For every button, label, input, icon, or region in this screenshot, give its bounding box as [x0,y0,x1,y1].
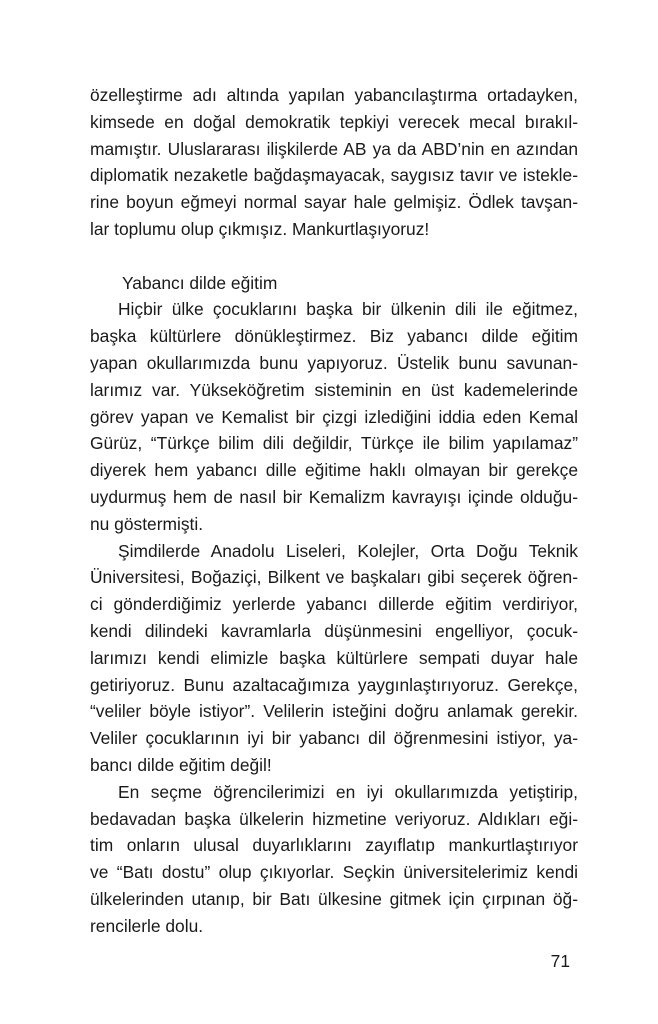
page-number: 71 [550,951,570,971]
text-line: diyerek hem yabancı dille eğitime haklı olmayan bir gerekçe [90,460,578,481]
text-line: Üniversitesi, Boğaziçi, Bilkent ve başkaları gibi seçerek öğren- [90,567,578,588]
text-line: larımız var. Yükseköğretim sisteminin en üst kademelerinde [90,379,578,400]
text-line: bancı dilde eğitim değil! [90,754,272,775]
text-line: özelleştirme adı altında yapılan yabancılaştırma ortadayken, [90,85,578,105]
paragraph-1 [90,296,578,537]
text-line: uydurmuş hem de nasıl bir Kemalizm kavrayışı içinde olduğu- [90,486,578,507]
text-line: kendi dilindeki kavramlarla düşünmesini engelliyor, çocuk- [90,620,578,641]
text-line: lar toplumu olup çıkmışız. Mankurtlaşıyoruz! [90,218,430,239]
text-line: Hiçbir ülke çocuklarını başka bir ülkenin dili ile eğitmez, [118,299,578,320]
text-line: bedavadan başka ülkelerin hizmetine veriyoruz. Aldıkları eği- [90,808,578,829]
text-line: Gürüz, “Türkçe bilim dili değildir, Türkçe ile bilim yapılamaz” [90,433,578,454]
text-line: kimsede en doğal demokratik tepkiyi verecek mecal bırakıl- [90,111,578,132]
text-line: nu göstermişti. [90,513,204,534]
page-body [90,82,578,940]
text-line: getiriyoruz. Bunu azaltacağımıza yaygınlaştırıyoruz. Gerekçe, [90,674,578,695]
text-line: diplomatik nezaketle bağdaşmayacak, saygısız tavır ve istekle- [90,165,578,186]
text-line: başka kültürlere dönükleştirmez. Biz yabancı dilde eğitim [90,326,578,347]
text-line: Veliler çocuklarının iyi bir yabancı dil öğrenmesini istiyor, ya- [90,728,578,749]
paragraph-2 [90,538,578,779]
text-line: Şimdilerde Anadolu Liseleri, Kolejler, Orta Doğu Teknik [118,540,578,561]
text-line: rine boyun eğmeyi normal sayar hale gelmişiz. Ödlek tavşan- [90,192,578,213]
text-line: ülkelerinden utanıp, bir Batı ülkesine gitmek için çırpınan öğ- [90,888,578,909]
section-heading: Yabancı dilde eğitim [122,272,278,293]
text-line: tim onların ulusal duyarlıklarını zayıflatıp mankurtlaştırıyor [90,835,578,856]
intro-paragraph [90,82,578,243]
paragraph-gap [90,243,578,270]
text-line: yapan okullarımızda bunu yapıyoruz. Üstelik bunu savunan- [90,352,578,373]
text-line: ci gönderdiğimiz yerlerde yabancı dillerde eğitim verdiriyor, [90,594,578,615]
text-line: En seçme öğrencilerimizi en iyi okullarımızda yetiştirip, [118,781,578,802]
text-line: larımızı kendi elimizle başka kültürlere sempati duyar hale [90,647,578,668]
text-line: görev yapan ve Kemalist bir çizgi izlediğini iddia eden Kemal [90,406,578,427]
text-line: rencilerle dolu. [90,915,204,936]
text-line: “veliler böyle istiyor”. Velilerin isteğini doğru anlamak gerekir. [90,701,578,722]
text-line: mamıştır. Uluslararası ilişkilerde AB ya da ABD’nin en azından [90,138,578,159]
paragraph-3 [90,779,578,940]
text-line: ve “Batı dostu” olup çıkıyorlar. Seçkin üniversitelerimiz kendi [90,862,578,883]
